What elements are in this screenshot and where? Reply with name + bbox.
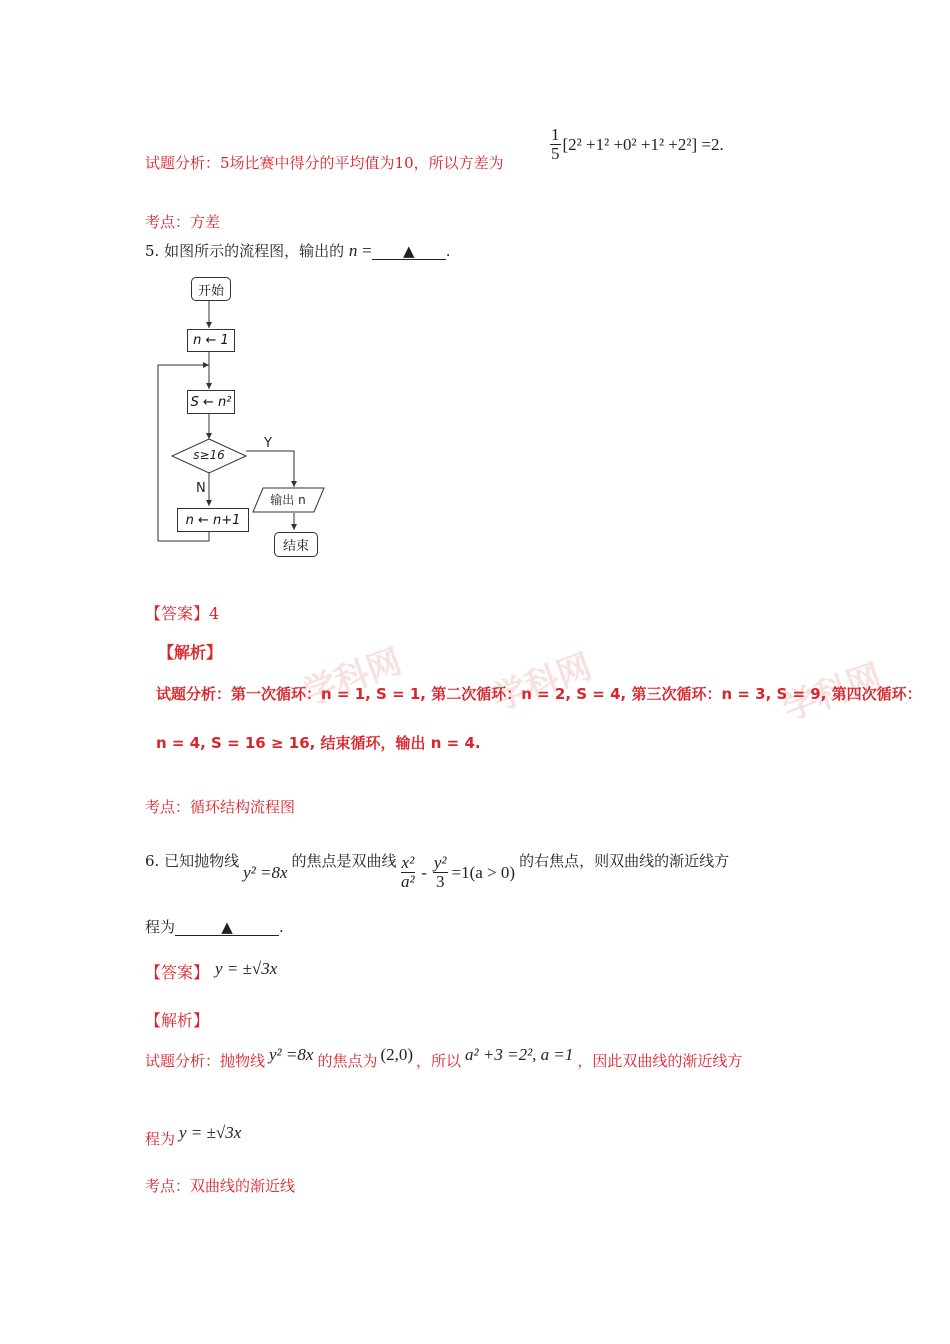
flowchart-end: 结束: [274, 532, 318, 557]
q4-analysis-text: [145, 152, 504, 173]
watermark-2: 学科网: [487, 646, 597, 720]
q6-analysis-line2: 程为 y = ±√3x: [145, 1122, 242, 1148]
flowchart-no-label: N: [196, 481, 206, 496]
q6-kaodian: 考点：双曲线的渐近线: [145, 1177, 296, 1195]
q5-jiexi-line2: n = 4, S = 16 ≥ 16, 结束循环，输出 n = 4.: [156, 734, 481, 752]
q4-analysis-label: 试题分析：5场比赛中得分的平均值为10，所以方差为: [145, 154, 504, 172]
flowchart-condition: s≥16: [193, 448, 225, 462]
q5-jiexi-label: 【解析】: [158, 643, 223, 662]
flowchart-init: n ← 1: [187, 329, 235, 352]
flowchart: [148, 268, 326, 568]
q4-fraction: $\frac{1}{5}$: [551, 125, 560, 163]
flowchart-assign: S ← n²: [187, 390, 235, 414]
q4-formula-body: [2² +1² +0² +1² +2²] =2.: [562, 134, 724, 154]
q5-answer: 【答案】4: [145, 604, 220, 623]
q6-hyp-frac2: $\frac{\text{y²}}{3}$: [433, 853, 447, 891]
flowchart-output: 输出 n: [270, 493, 306, 507]
flowchart-start: 开始: [191, 277, 231, 301]
flowchart-yes-label: Y: [264, 436, 272, 451]
watermark-1: 学科网: [297, 641, 407, 715]
q5-jiexi-line1: 试题分析：第一次循环：n = 1, S = 1, 第二次循环：n = 2, S = 4, 第三次循环：n = 3, S = 9, 第四次循环：: [156, 685, 922, 703]
q4-variance-formula: [550, 126, 724, 163]
q6-jiexi-label: 【解析】: [145, 1011, 210, 1030]
flowchart-increment: n ← n+1: [177, 508, 249, 532]
q6-stem: 6. 已知抛物线 y² =8x 的焦点是双曲线 $\frac{\text{x²}}{\text{a²}}$ - $\frac{\text{y²}}{3}$ =1(a > 0) 的右焦点，则双曲线的渐近线方: [145, 852, 730, 891]
q5-answer-blank: ▲: [372, 243, 446, 260]
q4-kaodian: 考点：方差: [145, 213, 221, 231]
q6-hyp-frac1: $\frac{\text{x²}}{\text{a²}}$: [401, 853, 415, 891]
watermark-3: 学科网: [777, 656, 887, 730]
q5-stem: 5. 如图所示的流程图，输出的 n = ▲ .: [145, 241, 451, 260]
q6-parabola: y² =8x: [243, 862, 288, 882]
q6-answer-value: y = ±√3x: [215, 959, 278, 978]
q6-stem-line2: 程为 ▲ .: [145, 918, 284, 936]
q6-analysis: 试题分析：抛物线 y² =8x 的焦点为 (2,0) ，所以 a² +3 =2², a =1 ，因此双曲线的渐近线方: [145, 1044, 743, 1070]
q5-kaodian: 考点：循环结构流程图: [145, 798, 296, 816]
q6-answer: 【答案】 y = ±√3x: [145, 959, 278, 982]
q6-hyp-tail: =1(a > 0): [451, 862, 516, 882]
q6-answer-blank: ▲: [175, 919, 279, 936]
